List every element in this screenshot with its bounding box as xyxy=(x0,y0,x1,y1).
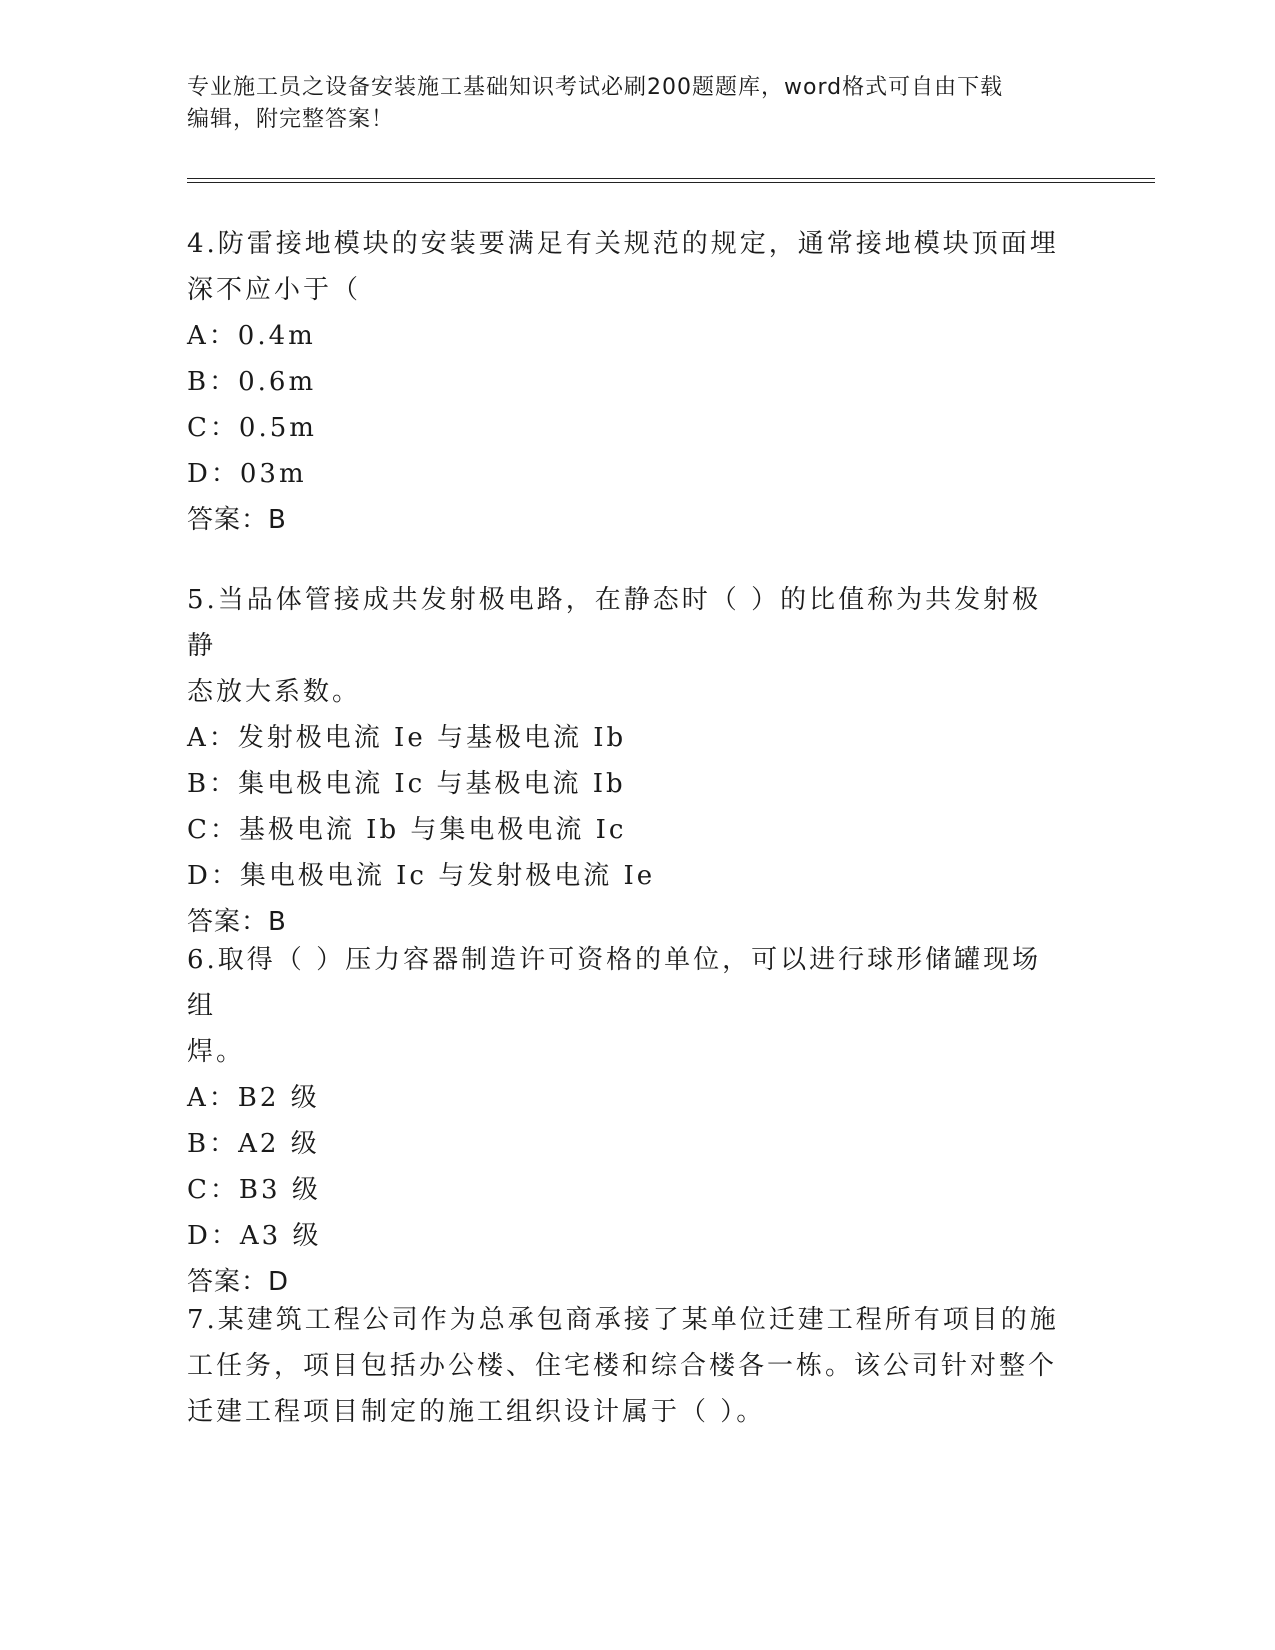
header-title-line2: 编辑，附完整答案！ xyxy=(187,107,395,132)
option-text: 发射极电流 Ie 与基极电流 Ib xyxy=(237,723,627,753)
option-d xyxy=(187,451,1067,497)
option-text: 0.6m xyxy=(238,367,317,397)
question-7 xyxy=(187,1297,1067,1435)
option-c xyxy=(187,405,1067,451)
question-stem-line: 态放大系数。 xyxy=(187,677,362,707)
option-text: 0.4m xyxy=(237,321,316,351)
option-text: 03m xyxy=(239,459,307,489)
option-letter: C： xyxy=(187,815,239,845)
option-letter: C： xyxy=(187,413,239,443)
question-4 xyxy=(187,221,1067,543)
option-letter: D： xyxy=(187,1221,240,1251)
answer-label: 答案： xyxy=(187,1267,269,1297)
question-stem-line: 7.某建筑工程公司作为总承包商承接了某单位迁建工程所有项目的施 xyxy=(187,1305,1059,1335)
option-letter: D： xyxy=(187,861,240,891)
question-5 xyxy=(187,577,1067,945)
option-text: 集电极电流 Ic 与基极电流 Ib xyxy=(238,769,626,799)
option-c xyxy=(187,807,1067,853)
option-a xyxy=(187,313,1067,359)
answer-label: 答案： xyxy=(187,907,269,937)
option-c xyxy=(187,1167,1067,1213)
option-d xyxy=(187,853,1067,899)
option-b xyxy=(187,359,1067,405)
header-divider xyxy=(187,178,1155,183)
option-text: A3 级 xyxy=(239,1221,322,1251)
option-text: 0.5m xyxy=(238,413,317,443)
answer-label: 答案： xyxy=(187,505,269,535)
option-text: B3 级 xyxy=(238,1175,321,1205)
option-b xyxy=(187,1121,1067,1167)
question-stem-line: 6.取得（ ）压力容器制造许可资格的单位，可以进行球形储罐现场组 xyxy=(187,945,1042,1021)
option-letter: B： xyxy=(187,1129,239,1159)
answer-value: B xyxy=(268,505,287,535)
header-title-line1: 专业施工员之设备安装施工基础知识考试必刷200题题库，word格式可自由下载 xyxy=(187,75,1004,100)
option-letter: A： xyxy=(187,321,238,351)
option-text: A2 级 xyxy=(238,1129,320,1159)
question-stem-line: 焊。 xyxy=(187,1037,246,1067)
answer-line xyxy=(187,497,1067,543)
answer-value: D xyxy=(268,1267,290,1297)
option-letter: C： xyxy=(187,1175,239,1205)
question-stem-line: 5.当品体管接成共发射极电路，在静态时（ ）的比值称为共发射极静 xyxy=(187,585,1042,661)
question-stem-line: 工任务，项目包括办公楼、住宅楼和综合楼各一栋。该公司针对整个 xyxy=(187,1351,1058,1381)
option-a xyxy=(187,715,1067,761)
question-6 xyxy=(187,937,1067,1305)
option-b xyxy=(187,761,1067,807)
option-letter: A： xyxy=(187,723,238,753)
option-letter: B： xyxy=(187,769,239,799)
question-stem-line: 深不应小于（ xyxy=(187,275,362,305)
option-text: B2 级 xyxy=(237,1083,320,1113)
option-d xyxy=(187,1213,1067,1259)
option-text: 集电极电流 Ic 与发射极电流 Ie xyxy=(239,861,656,891)
option-a xyxy=(187,1075,1067,1121)
option-letter: D： xyxy=(187,459,240,489)
option-text: 基极电流 Ib 与集电极电流 Ic xyxy=(238,815,627,845)
option-letter: A： xyxy=(187,1083,238,1113)
answer-value: B xyxy=(268,907,287,937)
document-header xyxy=(187,72,1067,136)
question-stem-line: 迁建工程项目制定的施工组织设计属于（ ）。 xyxy=(187,1397,766,1427)
option-letter: B： xyxy=(187,367,239,397)
question-stem-line: 4.防雷接地模块的安装要满足有关规范的规定，通常接地模块顶面埋 xyxy=(187,229,1059,259)
